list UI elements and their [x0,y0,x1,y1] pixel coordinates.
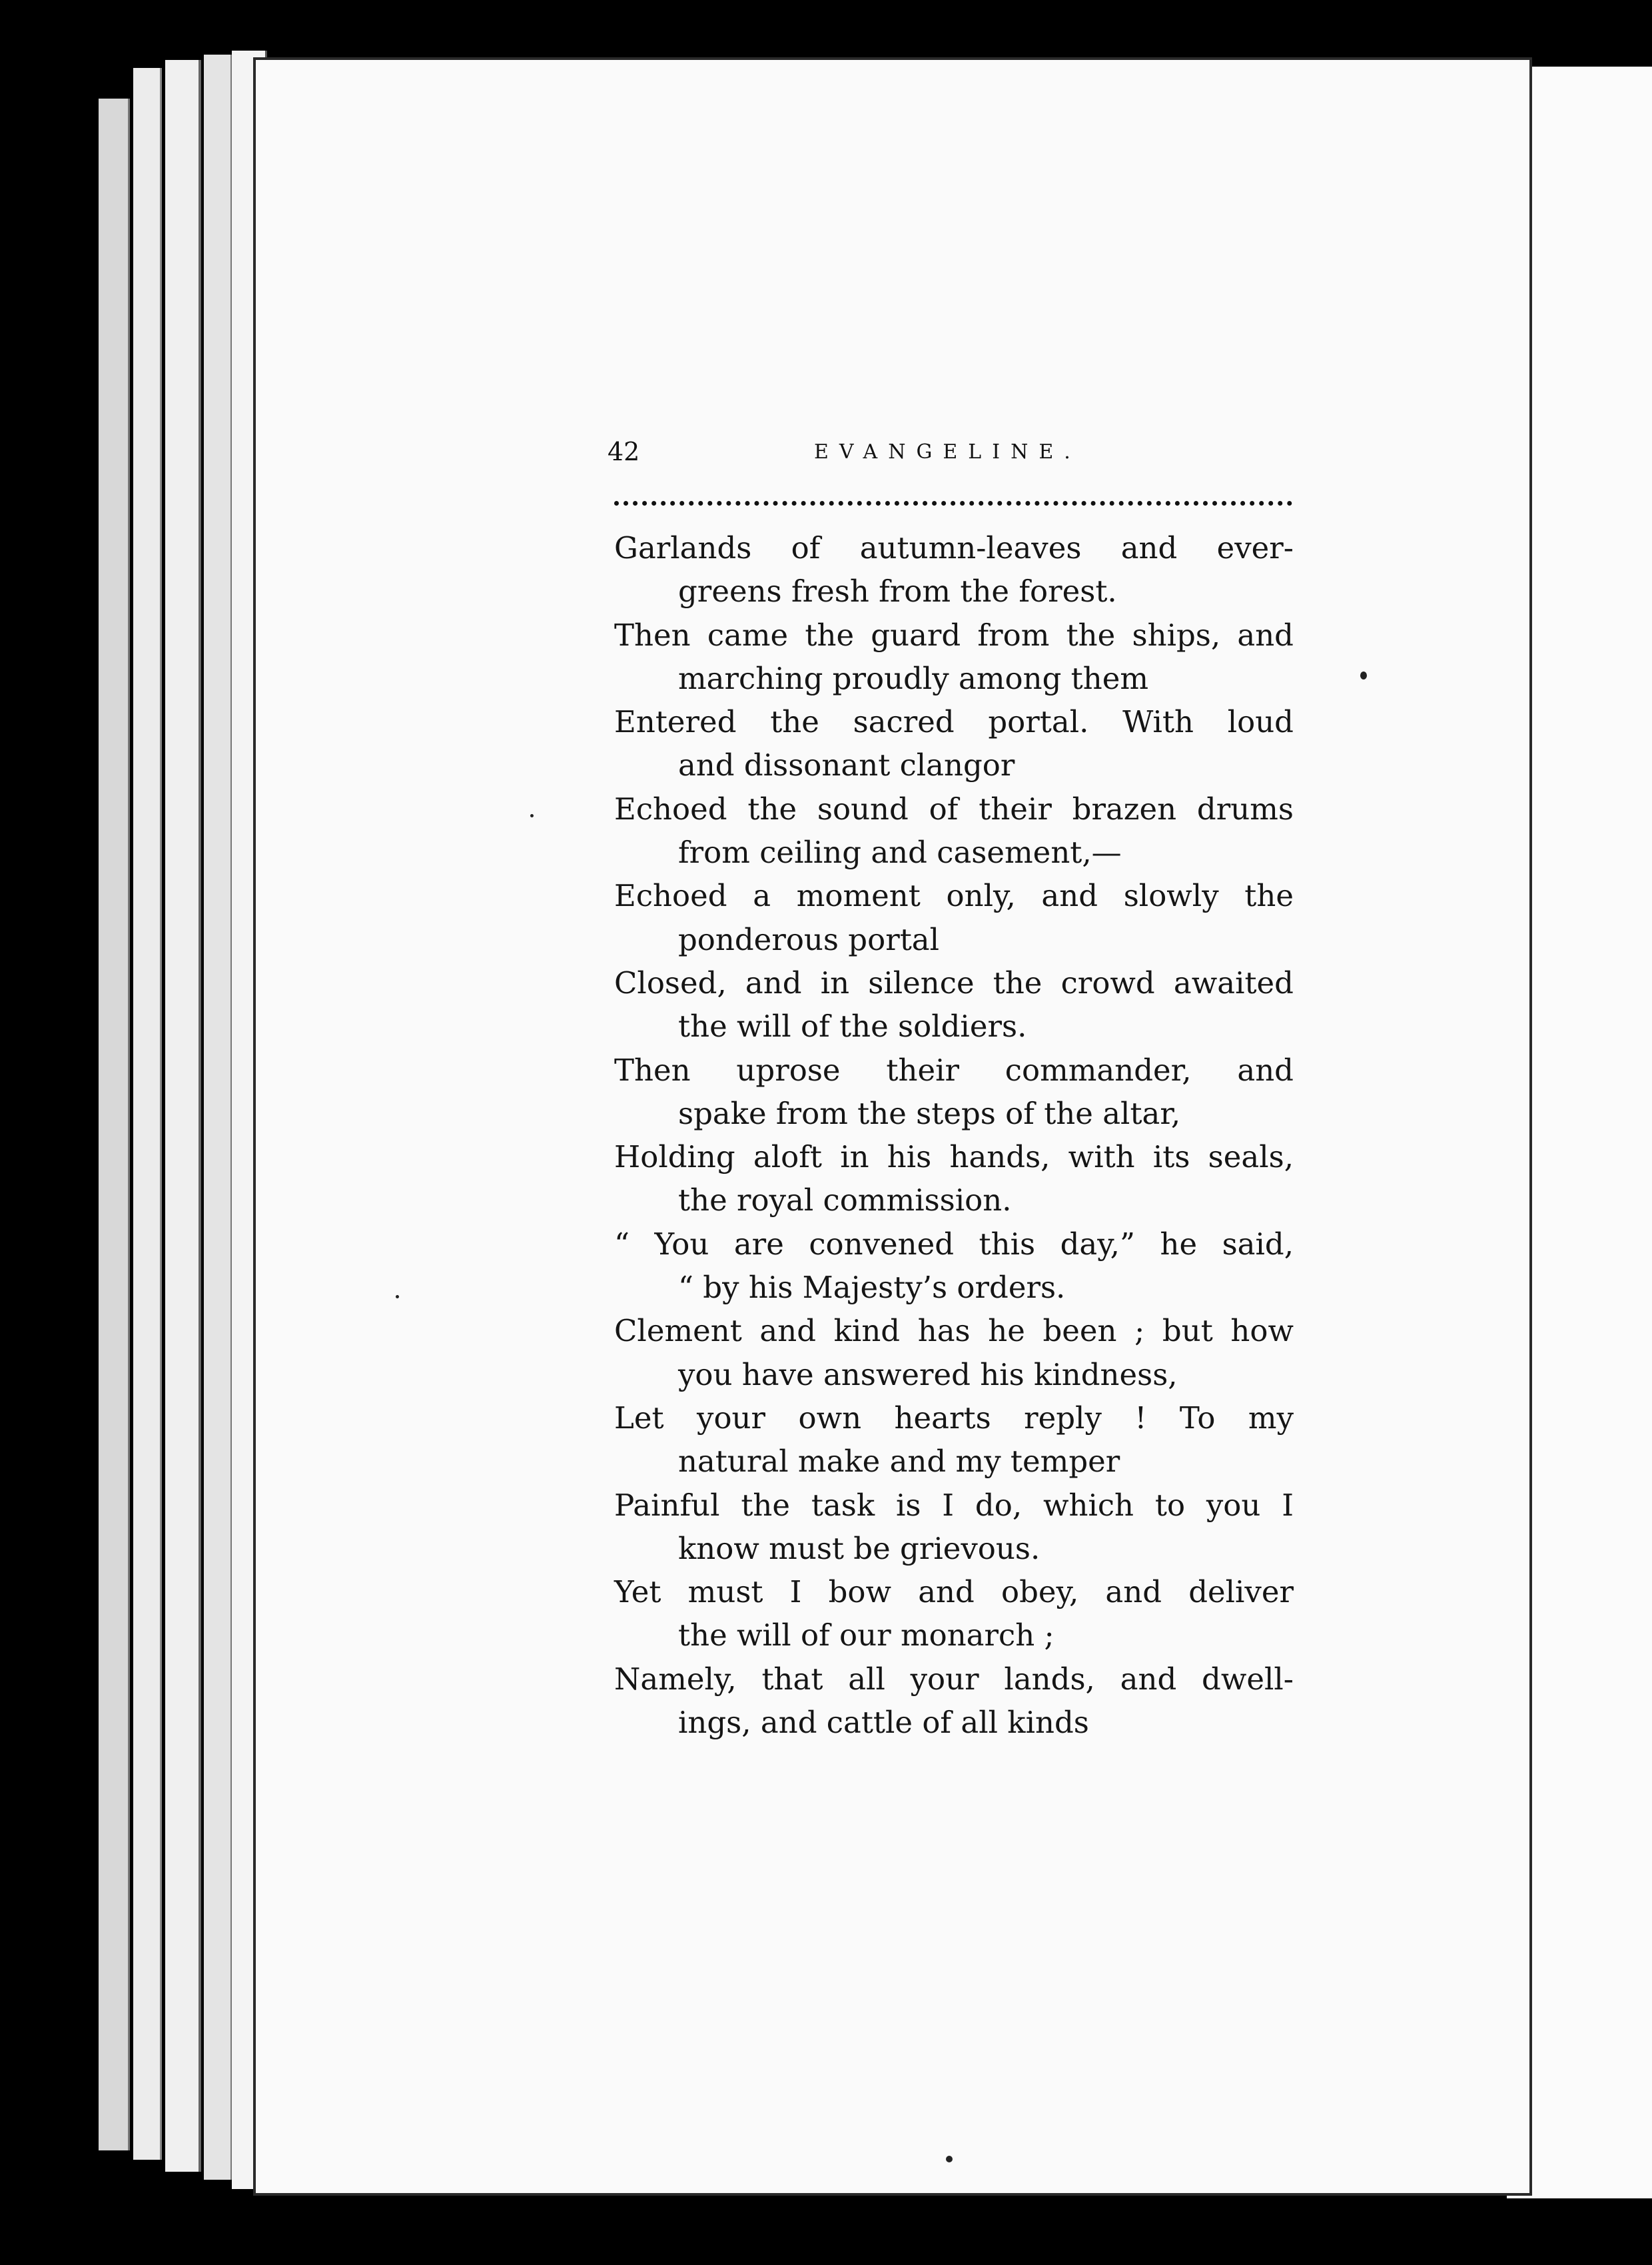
verse-turnover: “ by his Majesty’s orders. [678,1270,1066,1306]
verse-turnover: natural make and my temper [678,1444,1120,1480]
page-edge [165,60,201,2172]
verse-turnover: spake from the steps of the altar, [678,1095,1181,1131]
verse-line-text: Garlands of autumn-leaves and ever- [614,530,1294,566]
verse-turnover: from ceiling and casement,— [678,835,1122,871]
verse-line-text: Closed, and in silence the crowd awaited [614,965,1294,1001]
verse-line-text: Painful the task is I do, which to you I [614,1487,1294,1523]
verse-line [614,787,1294,875]
verse-line-text: Yet must I bow and obey, and deliver [614,1574,1294,1610]
verse-line-text: Entered the sacred portal. With loud [614,704,1294,740]
verse-line-text: Clement and kind has he been ; but how [614,1313,1294,1349]
verse-line [614,614,1294,701]
verse-line-text: Echoed the sound of their brazen drums [614,791,1294,827]
page-edge [133,68,162,2160]
verse-line-text: Echoed a moment only, and slowly the [614,878,1294,914]
verse-line [614,1657,1294,1745]
verse-turnover: the will of the soldiers. [678,1009,1027,1045]
scan-speck [946,2156,953,2162]
dotted-rule [614,501,1292,506]
verse-line-text: Then uprose their commander, and [614,1052,1294,1088]
verse-line [614,700,1294,787]
verse-line [614,1135,1294,1222]
page-edge [99,99,130,2150]
verse-line [614,961,1294,1049]
verse-line [614,526,1294,614]
verse-line [614,1049,1294,1136]
verse-line [614,874,1294,961]
verse-line [614,1309,1294,1396]
running-title: EVANGELINE. [814,440,1081,464]
scan-speck [1360,672,1367,680]
verse-turnover: and dissonant clangor [678,747,1015,783]
page-number: 42 [608,437,640,466]
verse-line-text: “ You are convened this day,” he said, [614,1226,1294,1262]
verse-line [614,1570,1294,1657]
verse-turnover: the will of our monarch ; [678,1617,1054,1653]
verse-turnover: ponderous portal [678,921,940,957]
scan-speck [396,1295,399,1298]
verse-turnover: marching proudly among them [678,660,1149,696]
verse-line [614,1222,1294,1310]
verse-line [614,1396,1294,1484]
verse-turnover: know must be grievous. [678,1530,1040,1566]
verse-turnover: greens fresh from the forest. [678,574,1117,610]
page-edge [204,55,232,2180]
verse-turnover: you have answered his kindness, [678,1356,1178,1392]
verse-turnover: the royal commission. [678,1182,1012,1218]
verse-line-text: Then came the guard from the ships, and [614,617,1294,653]
scan-speck [530,814,534,817]
verse-line-text: Holding aloft in his hands, with its seals, [614,1139,1294,1175]
verse-turnover: ings, and cattle of all kinds [678,1705,1089,1741]
verse-block [614,526,1294,1744]
verse-line-text: Let your own hearts reply ! To my [614,1400,1294,1436]
running-header [608,432,1294,472]
verse-line-text: Namely, that all your lands, and dwell- [614,1661,1294,1697]
verse-line [614,1484,1294,1571]
